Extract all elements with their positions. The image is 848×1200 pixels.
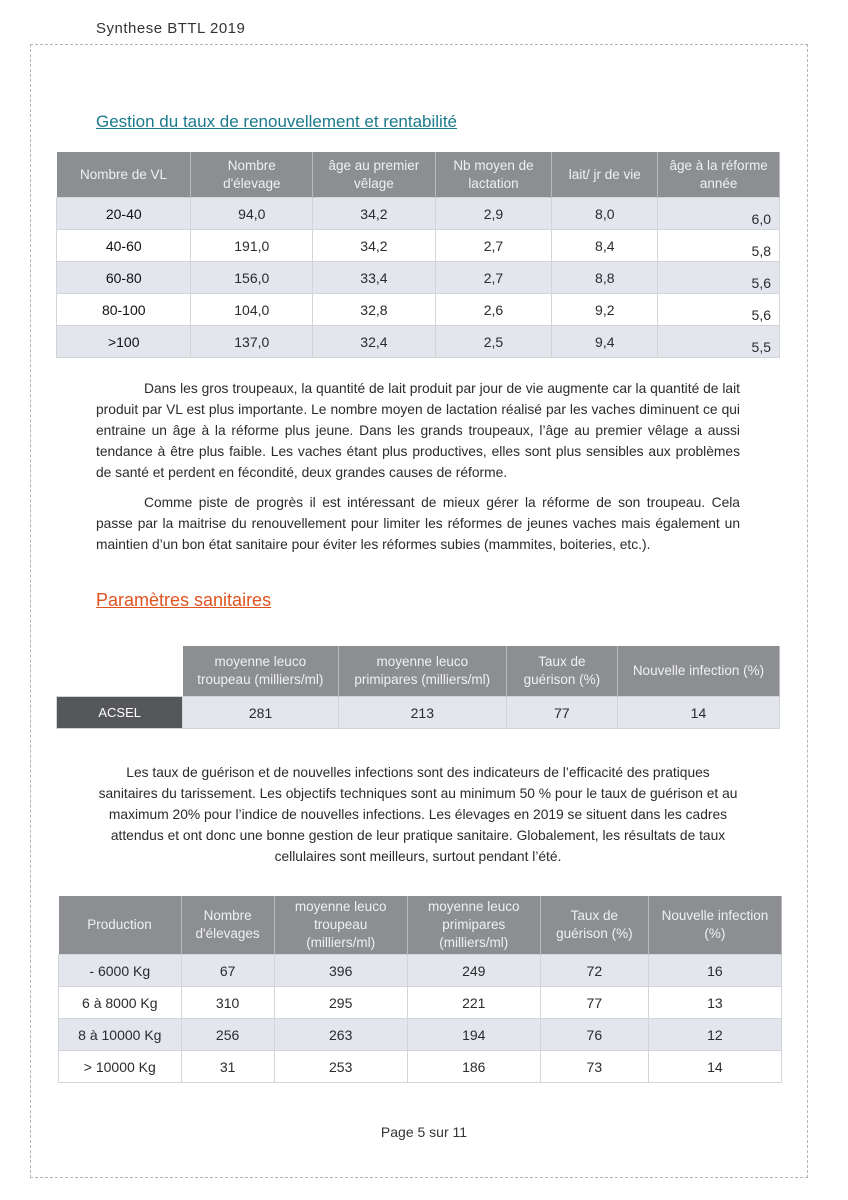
table-cell: 104,0 [191,294,313,326]
page-number: Page 5 sur 11 [380,1124,468,1140]
table-header-row [59,896,782,955]
table-cell: 12 [648,1019,781,1051]
table-cell: 6 à 8000 Kg [59,987,182,1019]
table-cell: 191,0 [191,230,313,262]
table-cell: 77 [506,697,617,729]
table-row [59,1051,782,1083]
table-row [57,262,780,294]
table-cell: 8,8 [552,262,658,294]
table-cell: 5,8 [658,230,780,262]
table-cell: 9,2 [552,294,658,326]
table-row [57,198,780,230]
table-cell: 2,7 [435,262,551,294]
col-header: Production [59,896,182,955]
table-cell: 32,8 [313,294,436,326]
table-cell: 263 [274,1019,407,1051]
table-cell: 256 [181,1019,274,1051]
empty-corner [57,646,183,697]
col-header: âge à la réforme année [658,152,780,198]
table-row [59,955,782,987]
table-cell: 31 [181,1051,274,1083]
table-cell: 295 [274,987,407,1019]
col-header: lait/ jr de vie [552,152,658,198]
col-header: Nombre de VL [57,152,191,198]
table-cell: 194 [407,1019,540,1051]
table-cell: 186 [407,1051,540,1083]
col-header: moyenne leuco troupeau (milliers/ml) [274,896,407,955]
col-header: âge au premier vêlage [313,152,436,198]
table-cell: 9,4 [552,326,658,358]
table-cell: 310 [181,987,274,1019]
table-cell: 34,2 [313,198,436,230]
col-header: Nouvelle infection (%) [617,646,779,697]
table-cell: 2,9 [435,198,551,230]
table-header-row [57,152,780,198]
table-cell: 33,4 [313,262,436,294]
table-cell: 14 [617,697,779,729]
col-header: Taux de guérison (%) [540,896,648,955]
col-header: Nb moyen de lactation [435,152,551,198]
table-cell: >100 [57,326,191,358]
table-cell: 77 [540,987,648,1019]
paragraph-gros-troupeaux: Dans les gros troupeaux, la quantité de lait produit par jour de vie augmente car la quantité de lait produit par VL est plus importante. Le nombre moyen de lactation réalisé par les vaches diminuent ce qui entraine un âge à la réforme plus jeune. Dans les grands troupeaux, l’âge au premier vêlage a aussi tendance à être plus faible. Les vaches étant plus productives, elles sont plus sensibles aux problèmes de santé et perdent en fécondité, deux grandes causes de réforme. [96,381,740,480]
col-header: Nouvelle infection (%) [648,896,781,955]
table-cell: 80-100 [57,294,191,326]
table-cell: 20-40 [57,198,191,230]
table-cell: > 10000 Kg [59,1051,182,1083]
table-cell: 5,6 [658,262,780,294]
table-cell: 2,5 [435,326,551,358]
paragraph-piste-progres: Comme piste de progrès il est intéressant de mieux gérer la réforme de son troupeau. Cela passe par la maitrise du renouvellement pour limiter les réformes de jeunes vaches mais également un maintien d’un bon état sanitaire pour éviter les réformes subies (mammites, boiteries, etc.). [96,495,740,552]
table-cell: 60-80 [57,262,191,294]
table-cell: 8,0 [552,198,658,230]
table-cell: 67 [181,955,274,987]
table-cell: 34,2 [313,230,436,262]
table-cell: 137,0 [191,326,313,358]
table-cell: 213 [338,697,506,729]
row-header: ACSEL [57,697,183,729]
table-cell: 281 [183,697,338,729]
table-cell: 156,0 [191,262,313,294]
table-row [59,1019,782,1051]
table-row [57,326,780,358]
table-row [59,987,782,1019]
table-cell: 6,0 [658,198,780,230]
sanitaires-table [56,646,780,729]
table-cell: 2,6 [435,294,551,326]
col-header: moyenne leuco primipares (milliers/ml) [338,646,506,697]
production-table [58,896,782,1083]
table-row [57,697,780,729]
running-header: Synthese BTTL 2019 [96,20,246,37]
table-cell: 396 [274,955,407,987]
col-header: moyenne leuco troupeau (milliers/ml) [183,646,338,697]
section-title-sanitaires: Paramètres sanitaires [96,590,272,610]
col-header: Nombre d'élevage [191,152,313,198]
table-cell: 72 [540,955,648,987]
table-cell: 249 [407,955,540,987]
table-cell: 76 [540,1019,648,1051]
paragraph-guerison: Les taux de guérison et de nouvelles infections sont des indicateurs de l’efficacité des pratiques sanitaires du tarissement. Les objectifs techniques sont au minimum 50 % pour le taux de guérison et au maximum 20% pour l’indice de nouvelles infections. Les élevages en 2019 se situent dans les cadres attendus et ont donc une bonne gestion de leur pratique sanitaire. Globalement, les résultats de taux cellulaires sont meilleurs, surtout pendant l’été. [98,765,738,864]
table-row [57,294,780,326]
table-cell: 8,4 [552,230,658,262]
renouvellement-table [56,152,780,358]
table-row [57,230,780,262]
table-cell: 5,5 [658,326,780,358]
table-cell: 13 [648,987,781,1019]
table-cell: 2,7 [435,230,551,262]
section-title-renouvellement: Gestion du taux de renouvellement et rentabilité [96,112,458,131]
table-cell: 94,0 [191,198,313,230]
table-cell: - 6000 Kg [59,955,182,987]
table-cell: 14 [648,1051,781,1083]
table-cell: 73 [540,1051,648,1083]
table-cell: 8 à 10000 Kg [59,1019,182,1051]
table-cell: 253 [274,1051,407,1083]
table-cell: 5,6 [658,294,780,326]
col-header: moyenne leuco primipares (milliers/ml) [407,896,540,955]
table-cell: 16 [648,955,781,987]
table-header-row [57,646,780,697]
table-cell: 32,4 [313,326,436,358]
col-header: Nombre d'élevages [181,896,274,955]
col-header: Taux de guérison (%) [506,646,617,697]
table-cell: 221 [407,987,540,1019]
table-cell: 40-60 [57,230,191,262]
